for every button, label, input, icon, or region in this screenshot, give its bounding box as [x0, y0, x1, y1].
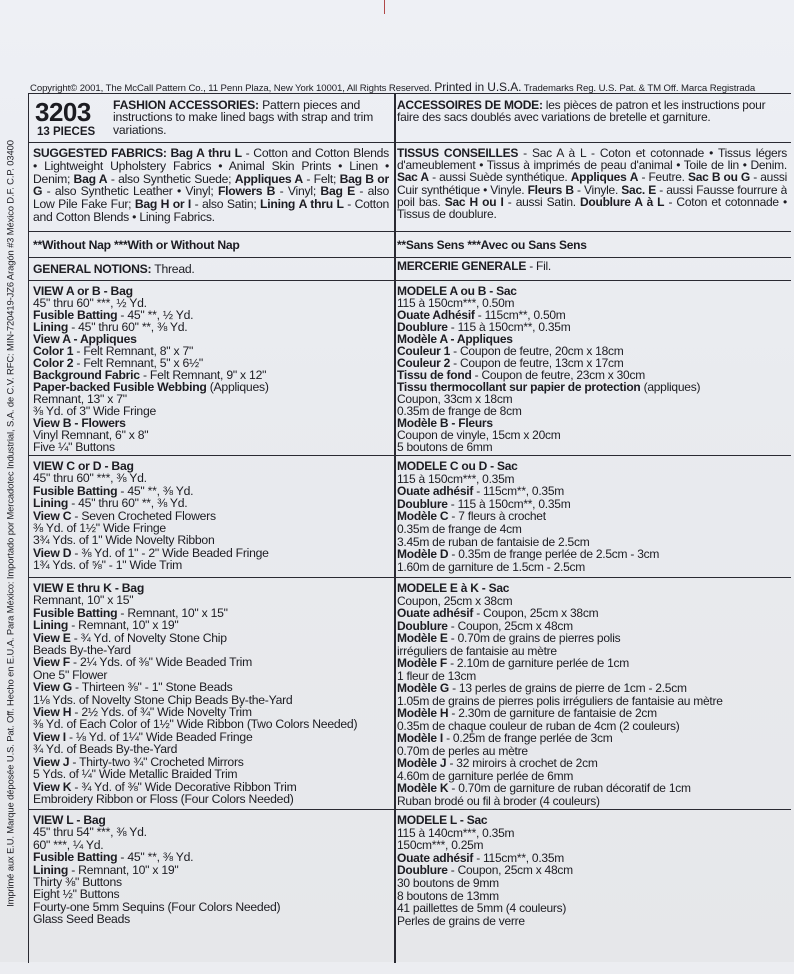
requirement-label: Modèle B - Fleurs — [397, 416, 493, 430]
requirement-label: Couleur 2 — [397, 356, 451, 370]
requirement-value: - Remnant, 10" x 19" — [68, 618, 179, 633]
notions-label-en: GENERAL NOTIONS: — [33, 262, 152, 276]
requirement-value: 5 Yds. of ¼" Wide Metallic Braided Trim — [33, 767, 238, 782]
pattern-description-fr — [397, 94, 787, 124]
requirement-label: Doublure — [397, 618, 448, 633]
nap-row — [29, 231, 791, 258]
requirement-label: Fusible Batting — [33, 308, 118, 322]
requirement-value: - Felt Remnant, 9" x 12" — [139, 368, 267, 382]
suggested-fabrics-fr — [397, 142, 787, 220]
requirement-value: - 0.35m de frange perlée de 2.5cm - 3cm — [448, 547, 660, 562]
copyright-line — [30, 80, 790, 94]
fabrics-en-run: Linen • Denim; — [33, 158, 389, 186]
requirement-value: - Felt Remnant, 8" x 7" — [73, 344, 194, 358]
fabrics-en-run: Blends • Lightweight Upholstery Fabrics • Animal Skin Prints • — [33, 146, 389, 173]
requirement-value: 45" thru 54" ***, ⅜ Yd. — [33, 825, 147, 840]
requirement-value: - Coupon, 25cm x 48cm — [447, 618, 573, 633]
header-fr — [397, 94, 787, 142]
requirement-line-fr — [397, 915, 787, 928]
requirement-value: ¾ Yd. of Beads By-the-Yard — [33, 742, 178, 757]
requirement-label: Fusible Batting — [33, 483, 118, 498]
requirement-value: 150cm***, 0.25m — [397, 838, 484, 853]
notions-row — [29, 257, 791, 281]
section-en — [33, 577, 389, 809]
requirement-value: One 5" Flower — [33, 667, 108, 682]
requirement-value: - Coupon de feutre, 20cm x 18cm — [450, 344, 624, 358]
fabrics-en-run-bold: Bag H or I — [134, 197, 192, 212]
requirement-label: VIEW E thru K - Bag — [33, 581, 145, 595]
notions-value-en: Thread. — [151, 262, 195, 276]
requirement-value: - Thirty-two ¾" Crocheted Mirrors — [69, 754, 244, 769]
fabrics-fr-run: - Feutre. — [638, 170, 688, 185]
requirement-label: Fusible Batting — [33, 605, 118, 620]
requirement-value: - Coupon de feutre, 13cm x 17cm — [450, 356, 624, 370]
requirement-label: View I — [33, 729, 66, 744]
fabrics-en-run: - also Low Pile Fake Fur; — [33, 184, 389, 212]
requirement-label: View D — [33, 545, 72, 560]
requirement-value: 115 à 140cm***, 0.35m — [397, 825, 515, 840]
pattern-title-en: FASHION ACCESSORIES: — [113, 98, 259, 112]
requirement-value: - 2½ Yds. of ¾" Wide Novelty Trim — [71, 705, 252, 720]
requirement-value: - 2¼ Yds. of ⅜" Wide Beaded Trim — [69, 655, 253, 670]
requirement-label: Modèle J — [397, 756, 447, 770]
requirement-value: 115 à 150cm***, 0.35m — [397, 471, 515, 486]
fabrics-en-run-bold: SUGGESTED FABRICS: Bag A thru L — [33, 146, 242, 160]
header-row — [29, 94, 791, 143]
requirement-label: Lining — [33, 320, 69, 334]
pattern-desc-en: Pattern pieces and instructions to make lined bags with strap and trim variations. — [113, 98, 374, 137]
requirement-value: - 0.70m de garniture de ruban décoratif de 1cm — [448, 781, 691, 795]
requirement-value: 30 boutons de 9mm — [397, 875, 499, 890]
requirement-value: 0.35m de chaque couleur de ruban de 4cm (2 couleurs) — [397, 718, 680, 733]
fabrics-en — [33, 142, 389, 231]
requirement-value: Thirty ⅜" Buttons — [33, 875, 122, 890]
requirement-value: Eight ½" Buttons — [33, 887, 120, 902]
requirement-label: View E — [33, 630, 71, 645]
requirement-value: - 2.10m de garniture perlée de 1cm — [447, 656, 630, 670]
fabrics-fr-run-bold: TISSUS CONSEILLES — [397, 146, 519, 160]
requirement-value: - 45" **, ⅜ Yd. — [117, 483, 194, 498]
requirement-label: View G — [33, 680, 72, 695]
fabrics-en-run-bold: Lining — [260, 197, 296, 212]
requirement-value: - 32 miroirs à crochet de 2cm — [446, 756, 598, 770]
section-view-l — [29, 809, 791, 963]
section-views-a-b — [29, 280, 791, 456]
requirement-label: View C — [33, 508, 72, 523]
fabrics-fr-run: - aussi Cuir synthétique • Vinyle. — [397, 170, 787, 197]
requirement-label: Ouate adhésif — [397, 850, 474, 865]
fabrics-en-run-bold: Bag B or G — [33, 171, 389, 199]
section-views-e-k — [29, 577, 791, 810]
requirement-label: Modèle C — [397, 509, 449, 524]
requirement-value: ⅜ Yd. of Each Color of 1½" Wide Ribbon (Two Colors Needed) — [33, 717, 358, 732]
requirement-value: Coupon, 33cm x 18cm — [397, 392, 513, 406]
requirement-value: Glass Seed Beads — [33, 912, 130, 927]
section-en — [33, 809, 389, 963]
requirement-value: 1 fleur de 13cm — [397, 668, 476, 683]
requirement-value: 1¾ Yds. of ⅝" - 1" Wide Trim — [33, 558, 183, 573]
fabrics-en-run: - Cotton and Cotton Blends • Lining Fabrics. — [33, 197, 389, 224]
requirement-value: Remnant, 13" x 7" — [33, 392, 127, 406]
requirement-value: 45" thru 60" ***, ⅜ Yd. — [33, 471, 147, 486]
requirement-value: 41 paillettes de 5mm (4 couleurs) — [397, 901, 567, 916]
requirement-label: Lining — [33, 496, 69, 511]
requirement-value: - 45" thru 60" **, ⅜ Yd. — [68, 496, 188, 511]
requirement-label: Ouate adhésif — [397, 606, 474, 620]
requirement-label: Modèle G — [397, 681, 450, 695]
fabrics-fr-run: - aussi Fausse fourrure à poil bas. — [397, 182, 787, 209]
requirement-value: 45" thru 60" ***, ½ Yd. — [33, 296, 147, 310]
requirement-line-fr — [397, 441, 787, 453]
requirement-value: Embroidery Ribbon or Floss (Four Colors Needed) — [33, 791, 294, 806]
requirement-label: Fusible Batting — [33, 850, 118, 865]
requirement-value: 0.35m de frange de 8cm — [397, 404, 522, 418]
requirement-line-en — [33, 913, 389, 925]
requirement-value: 3.45m de ruban de fantaisie de 2.5cm — [397, 534, 590, 549]
notions-label-fr: MERCERIE GENERALE — [397, 259, 527, 273]
fabrics-en-run-bold: Appliques A — [234, 171, 303, 186]
pattern-title-fr: ACCESSOIRES DE MODE: — [397, 98, 543, 112]
requirement-label: Modèle E — [397, 631, 448, 645]
requirement-line-en — [33, 793, 389, 805]
requirement-label: MODELE A ou B - Sac — [397, 284, 517, 298]
fabrics-fr-run: doublure. — [448, 207, 497, 222]
notions-en — [33, 257, 389, 280]
fabrics-fr-run-bold: Appliques — [570, 170, 627, 185]
requirement-label: MODELE L - Sac — [397, 813, 488, 827]
requirement-value: Vinyl Remnant, 6" x 8" — [33, 428, 149, 442]
pattern-number: 3203 — [35, 97, 91, 127]
requirement-value: - Felt Remnant, 5" x 6½" — [73, 356, 203, 370]
requirement-label: Ouate Adhésif — [397, 308, 475, 322]
requirement-value: - 45" thru 60" **, ⅜ Yd. — [68, 320, 188, 334]
requirement-label: Background Fabric — [33, 368, 140, 382]
requirement-value: - Coupon de feutre, 23cm x 30cm — [471, 368, 645, 382]
requirement-label: VIEW L - Bag — [33, 813, 106, 827]
fabrics-en-run-bold: Bag A — [73, 171, 108, 186]
cut-mark — [384, 0, 385, 14]
requirement-label: View F — [33, 655, 70, 670]
fabrics-fr-run: - Vinyle. — [577, 182, 622, 197]
requirement-label: Modèle H — [397, 706, 449, 720]
requirement-label: Tissu thermocollant sur papier de protection — [397, 380, 641, 394]
requirement-value: - 45" **, ½ Yd. — [117, 308, 194, 322]
requirement-value: irréguliers de fantaisie au mètre — [397, 643, 557, 658]
fabrics-fr-run: - — [503, 194, 512, 209]
printed-in: Printed in U.S.A. — [434, 80, 522, 94]
requirement-value: (appliques) — [640, 380, 701, 394]
fabrics-fr-run: - aussi Suède synthétique. — [428, 170, 571, 185]
fabrics-fr-run-bold: Sac. E — [621, 182, 656, 197]
requirement-value: - ⅜ Yd. of 1" - 2" Wide Beaded Fringe — [71, 545, 269, 560]
copyright-notice: Copyright© 2001, The McCall Pattern Co., 11 Penn Plaza, New York 10001, All Rights Reserved. — [30, 83, 432, 94]
requirement-value: 60" ***, ¼ Yd. — [33, 837, 104, 852]
requirement-value: Five ¼" Buttons — [33, 440, 115, 454]
suggested-fabrics-en — [33, 142, 389, 224]
fabrics-en-run: - Vinyl; — [275, 184, 316, 199]
pattern-desc-fr: les pièces de patron et les instructions pour faire des sacs doublés avec variations de bretelle et garniture. — [397, 98, 766, 125]
requirement-value: - Coupon, 25cm x 38cm — [473, 606, 599, 620]
requirement-label: Lining — [33, 618, 69, 633]
pattern-pieces: 13 PIECES — [37, 126, 96, 138]
requirement-label: Modèle F — [397, 656, 448, 670]
requirement-label: Doublure — [397, 863, 448, 878]
requirement-value: 5 boutons de 6mm — [397, 440, 493, 454]
requirement-value: (Appliques) — [206, 380, 269, 394]
fabrics-en-run-bold: Bag E — [320, 184, 355, 199]
requirement-value: Ruban brodé ou fil à broder (4 couleurs) — [397, 793, 600, 808]
requirement-label: Modèle K — [397, 781, 449, 795]
nap-fr — [397, 231, 787, 257]
requirement-value: 115 à 150cm***, 0.50m — [397, 296, 515, 310]
pattern-description-en — [113, 99, 388, 136]
requirement-value: 4.60m de garniture perlée de 6mm — [397, 768, 574, 783]
fabrics-fr-run-bold: Doublure A à L — [580, 194, 665, 209]
requirement-value: ⅜ Yd. of 3" Wide Fringe — [33, 404, 156, 418]
requirement-value: - Remnant, 10" x 19" — [68, 862, 179, 877]
section-fr — [397, 455, 787, 577]
fabrics-en-run: - also Synthetic Suede; — [107, 171, 235, 186]
requirement-label: MODELE E à K - Sac — [397, 581, 510, 595]
requirement-value: - 13 perles de grains de pierre de 1cm - 2.5cm — [449, 681, 687, 695]
fabrics-row — [29, 142, 791, 232]
trademark-notice: Trademarks Reg. U.S. Pat. & TM Off. Marca Registrada — [523, 83, 756, 94]
requirement-label: Modèle I — [397, 731, 444, 745]
requirement-value: 3¾ Yds. of 1" Wide Novelty Ribbon — [33, 533, 215, 548]
fabrics-fr-run-bold: Sac B ou G — [687, 170, 750, 185]
requirement-value: 1.05m de grains de pierres polis irréguliers de fantaisie au mètre — [397, 693, 723, 708]
requirement-value: Coupon de vinyle, 15cm x 20cm — [397, 428, 561, 442]
nap-legend-fr: **Sans Sens ***Avec ou Sans Sens — [397, 238, 587, 252]
requirement-label: VIEW C or D - Bag — [33, 459, 134, 473]
general-notions-fr — [397, 257, 787, 272]
requirement-value: - 7 fleurs à crochet — [448, 509, 546, 524]
fabrics-en-run-bold: Flowers B — [217, 184, 276, 199]
fabrics-en-run: - Felt; — [302, 171, 337, 186]
requirement-value: - Coupon, 25cm x 48cm — [447, 863, 573, 878]
requirement-value: - Seven Crocheted Flowers — [71, 508, 216, 523]
fabrics-fr-run-bold: Sac A — [397, 170, 429, 185]
fabrics-fr-run: - Sac A à L - Coton et cotonnade • Tissus — [518, 146, 751, 160]
requirement-value: - 115cm**, 0.50m — [474, 308, 566, 322]
requirement-label: Ouate adhésif — [397, 484, 474, 499]
requirement-value: - 0.70m de grains de pierres polis — [447, 631, 621, 645]
requirement-value: Perles de grains de verre — [397, 913, 525, 928]
requirement-label: Color 1 — [33, 344, 74, 358]
requirement-label: View B - Flowers — [33, 416, 126, 430]
fabric-requirements-table — [28, 93, 791, 963]
requirement-label: View A - Appliques — [33, 332, 137, 346]
requirement-value: Beads By-the-Yard — [33, 643, 131, 658]
requirement-value: 1.60m de garniture de 1.5cm - 2.5cm — [397, 559, 586, 574]
requirement-label: Lining — [33, 862, 69, 877]
requirement-value: Remnant, 10" x 15" — [33, 593, 134, 608]
side-import-notice: Imprimé aux E.U. Marque déposée U.S. Pat. Off. Hecho en E.U.A. Para México: Importado por Mercadotec Industrial, S.A. de C.V. RFC: MIN-720419-JZ6 Aragón #3 México D.F. C.P. 03400 — [4, 140, 16, 907]
fabrics-en-run-bold: A thru L — [298, 197, 344, 212]
requirement-value: - 115cm**, 0.35m — [473, 850, 565, 865]
header-en — [33, 94, 389, 142]
requirement-label: Modèle A - Appliques — [397, 332, 513, 346]
fabrics-en-run: - Cotton and Cotton — [241, 146, 350, 160]
requirement-value: - Thirteen ⅜" - 1" Stone Beads — [71, 680, 233, 695]
section-en — [33, 280, 389, 455]
requirement-label: Couleur 1 — [397, 344, 451, 358]
requirement-label: Tissu de fond — [397, 368, 472, 382]
requirement-label: Paper-backed Fusible Webbing — [33, 380, 207, 394]
nap-legend-en: **Without Nap ***With or Without Nap — [33, 238, 240, 252]
requirement-label: View H — [33, 705, 72, 720]
notions-fr — [397, 257, 787, 280]
fabrics-fr-run-bold: Sac H ou I — [444, 194, 504, 209]
requirement-value: - ⅛ Yd. of 1¼" Wide Beaded Fringe — [65, 729, 253, 744]
fabrics-en-run: - also Synthetic Leather • Vinyl; — [42, 184, 218, 199]
section-fr — [397, 577, 787, 809]
fabrics-fr — [397, 142, 787, 231]
section-fr — [397, 280, 787, 455]
fabrics-fr-run: légers d'ameublement • Tissus à imprimés de peau d'animal • — [397, 146, 787, 173]
requirement-value: 1⅛ Yds. of Novelty Stone Chip Beads By-the-Yard — [33, 692, 293, 707]
fabrics-fr-run: Toile de lin • Denim. — [683, 158, 787, 173]
requirement-value: - 0.25m de frange perlée de 3cm — [443, 731, 613, 745]
section-fr — [397, 809, 787, 963]
requirement-label: Doublure — [397, 320, 448, 334]
requirement-value: Coupon, 25cm x 38cm — [397, 593, 513, 608]
requirement-label: View K — [33, 779, 72, 794]
requirement-label: Modèle D — [397, 547, 449, 562]
requirement-value: - ¾ Yd. of Novelty Stone Chip — [70, 630, 227, 645]
fabrics-fr-run: - Coton et cotonnade • Tissus de — [397, 194, 787, 222]
requirement-value: - 115cm**, 0.35m — [473, 484, 565, 499]
general-notions-en — [33, 257, 389, 275]
fabrics-fr-run: aussi Satin. — [515, 194, 581, 209]
requirement-value: - ¾ Yd. of ⅜" Wide Decorative Ribbon Trim — [71, 779, 297, 794]
fabrics-en-run: - also Satin; — [191, 197, 261, 212]
requirement-value: Fourty-one 5mm Sequins (Four Colors Needed) — [33, 899, 281, 914]
requirement-value: - 115 à 150cm**, 0.35m — [447, 496, 571, 511]
fabrics-fr-run-bold: Fleurs B — [527, 182, 574, 197]
section-en — [33, 455, 389, 577]
requirement-line-fr — [397, 561, 787, 574]
requirement-value: - 45" **, ⅜ Yd. — [117, 850, 194, 865]
nap-en — [33, 231, 389, 257]
requirement-label: Color 2 — [33, 356, 74, 370]
section-views-c-d — [29, 455, 791, 578]
requirement-value: - 2.30m de garniture de fantaisie de 2cm — [448, 706, 657, 720]
requirement-label: View J — [33, 754, 70, 769]
requirement-line-en — [33, 559, 389, 571]
requirement-value: - 115 à 150cm**, 0.35m — [447, 320, 571, 334]
requirement-line-fr — [397, 795, 787, 808]
notions-value-fr: - Fil. — [526, 259, 552, 273]
requirement-label: VIEW A or B - Bag — [33, 284, 133, 298]
requirement-value: 0.70m de perles au mètre — [397, 743, 528, 758]
requirement-value: 0.35m de frange de 4cm — [397, 521, 522, 536]
requirement-value: - Remnant, 10" x 15" — [117, 605, 228, 620]
requirement-label: Doublure — [397, 496, 448, 511]
fabrics-fr-run-bold: A — [629, 170, 639, 185]
requirement-value: 8 boutons de 13mm — [397, 888, 499, 903]
requirement-value: ⅜ Yd. of 1½" Wide Fringe — [33, 521, 166, 536]
requirement-label: MODELE C ou D - Sac — [397, 459, 518, 473]
requirement-line-en — [33, 441, 389, 453]
